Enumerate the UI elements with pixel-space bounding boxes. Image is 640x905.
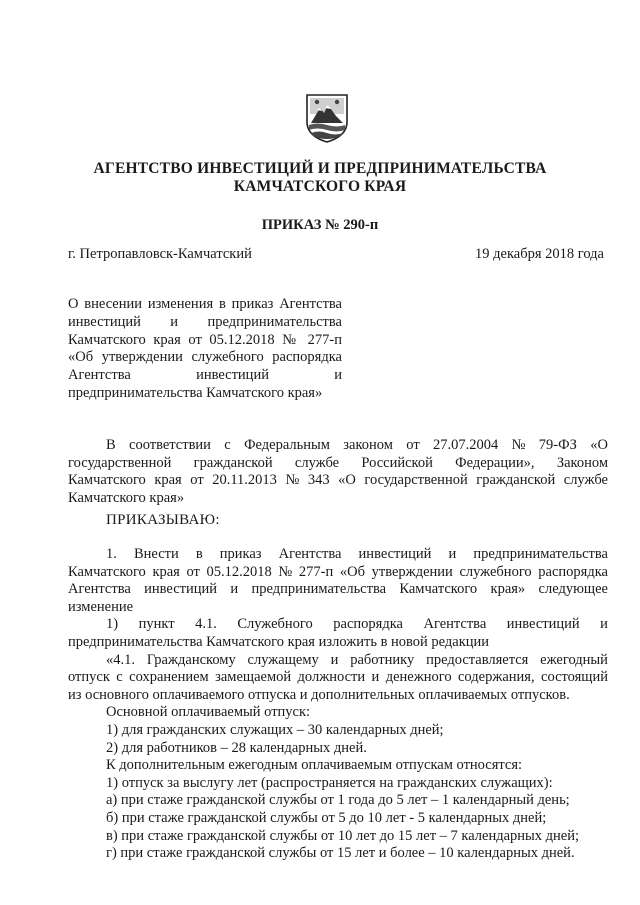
- list-item: К дополнительным ежегодным оплачиваемым отпускам относятся:: [106, 757, 523, 774]
- orders-word: ПРИКАЗЫВАЮ:: [106, 512, 220, 528]
- list-item: Основной оплачиваемый отпуск:: [106, 704, 311, 721]
- list-item: г) при стаже гражданской службы от 15 лет и более – 10 календарных дней.: [106, 845, 575, 862]
- subject-line: Камчатского края от 05.12.2018 № 277-п: [68, 331, 342, 348]
- subject-line: «Об утверждении служебного распорядка: [68, 349, 342, 366]
- coat-of-arms-icon: [303, 92, 351, 144]
- order-date: 19 декабря 2018 года: [475, 246, 604, 262]
- order-title: ПРИКАЗ № 290-п: [261, 217, 379, 233]
- body-line: 1. Внести в приказ Агентства инвестиций и предпринимательства: [106, 546, 608, 562]
- order-body: [68, 546, 608, 863]
- subject-line: предпринимательства Камчатского края»: [68, 384, 323, 401]
- subject-line: инвестиций и предпринимательства: [68, 313, 342, 330]
- body-line: отпуск с сохранением замещаемой должности и денежного содержания, состоящий: [68, 669, 608, 686]
- agency-name-line2: КАМЧАТСКОГО КРАЯ: [233, 178, 407, 195]
- list-item: а) при стаже гражданской службы от 1 года до 5 лет – 1 календарный день;: [106, 792, 570, 809]
- body-line: Агентства инвестиций и предпринимательства Камчатского края» следующее: [68, 581, 608, 598]
- preamble-line: государственной гражданской службе Российской Федерации», Законом: [68, 454, 608, 471]
- preamble-line: Камчатского края»: [68, 489, 185, 506]
- body-line: изменение: [68, 598, 134, 615]
- list-item: 1) для гражданских служащих – 30 календарных дней;: [106, 721, 444, 738]
- order-subject: [68, 296, 342, 403]
- body-line: Камчатского края от 05.12.2018 № 277-п «Об утверждении служебного распорядка: [68, 563, 608, 580]
- list-item: 1) отпуск за выслугу лет (распространяется на гражданских служащих):: [106, 774, 553, 791]
- subject-line: Агентства инвестиций и: [68, 367, 342, 384]
- body-line: из основного оплачиваемого отпуска и дополнительных оплачиваемых отпусков.: [68, 686, 570, 703]
- body-line: 1) пункт 4.1. Служебного распорядка Агентства инвестиций и: [106, 616, 608, 633]
- preamble-line: Камчатского края от 20.11.2013 № 343 «О государственной гражданской службе: [68, 472, 608, 489]
- subject-line: О внесении изменения в приказ Агентства: [68, 296, 342, 312]
- body-line: предпринимательства Камчатского края изложить в новой редакции: [68, 633, 490, 650]
- list-item: б) при стаже гражданской службы от 5 до 10 лет - 5 календарных дней;: [106, 809, 547, 826]
- preamble-line: В соответствии с Федеральным законом от 27.07.2004 № 79-ФЗ «О: [106, 437, 608, 453]
- agency-name-line1: АГЕНТСТВО ИНВЕСТИЦИЙ И ПРЕДПРИНИМАТЕЛЬСТВА: [93, 160, 547, 177]
- list-item: 2) для работников – 28 календарных дней.: [106, 739, 367, 756]
- list-item: в) при стаже гражданской службы от 10 лет до 15 лет – 7 календарных дней;: [106, 827, 580, 844]
- preamble-paragraph: [68, 437, 608, 507]
- body-line: «4.1. Гражданскому служащему и работнику предоставляется ежегодный: [106, 651, 608, 668]
- place-of-issue: г. Петропавловск-Камчатский: [68, 246, 252, 262]
